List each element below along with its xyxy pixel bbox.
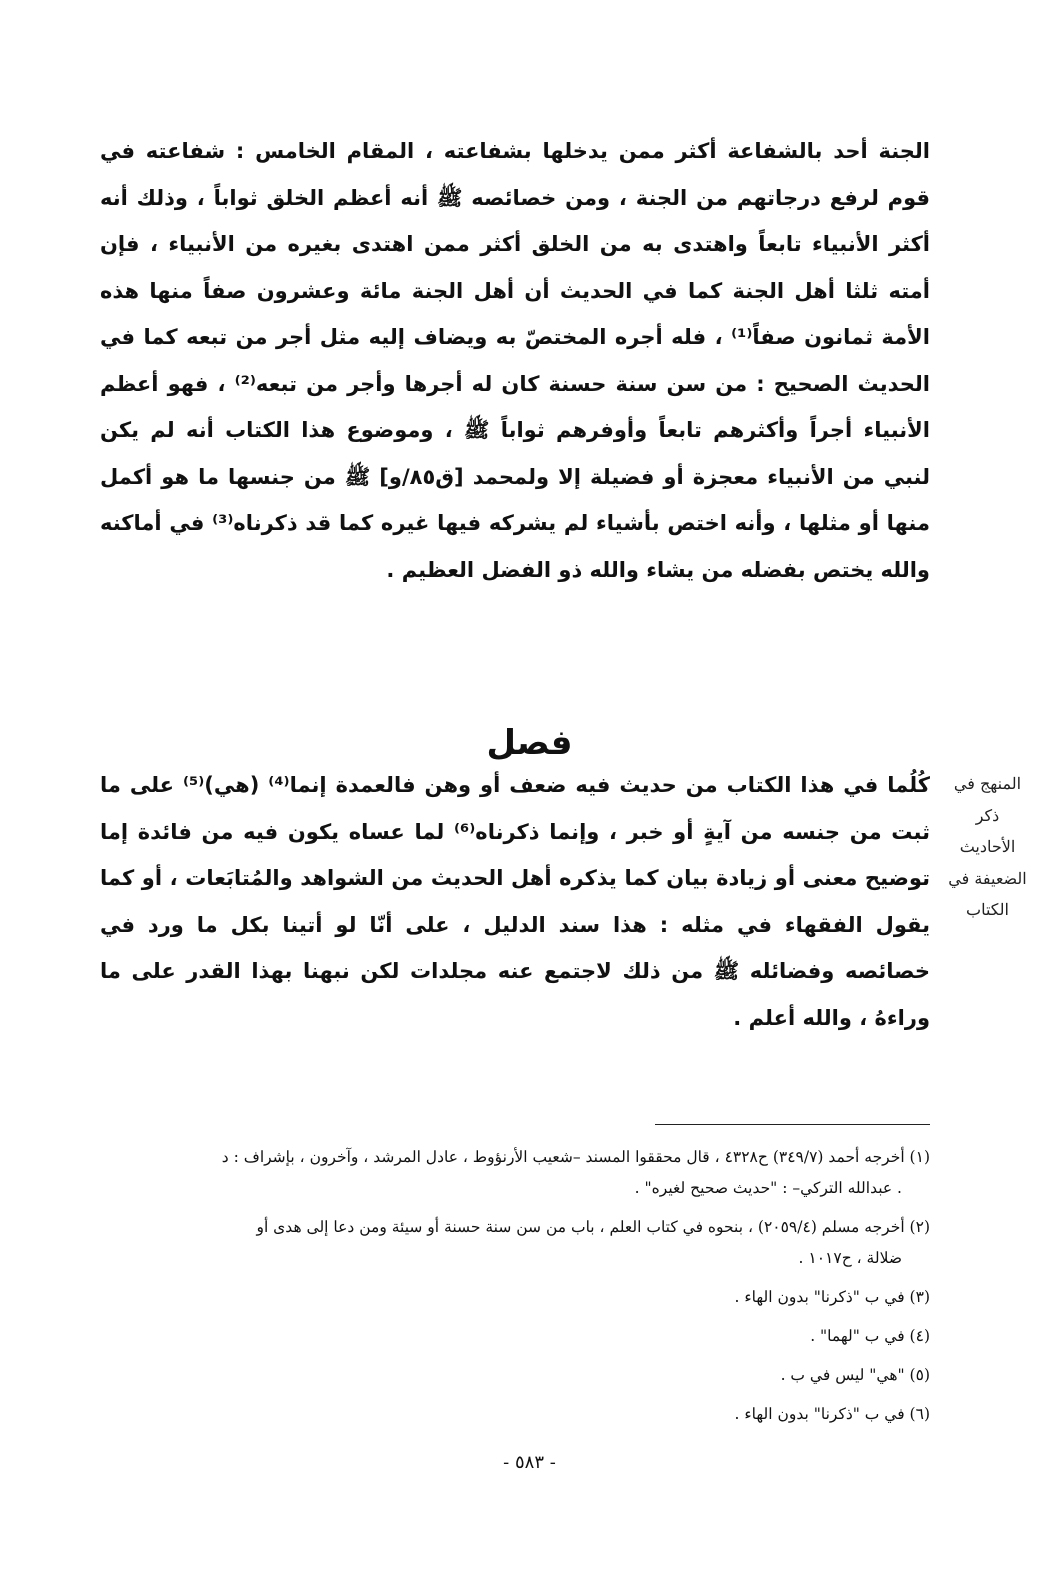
footnote-1-line-2: . عبدالله التركي– : "حديث صحيح لغيره" . — [634, 1179, 902, 1197]
footnote-3: (٣) في ب "ذكرنا" بدون الهاء . — [734, 1288, 930, 1306]
section-heading: فصل — [486, 723, 573, 763]
footnote-1 — [100, 1142, 930, 1204]
footnote-5: (٥) "هي" ليس في ب . — [780, 1366, 930, 1384]
footnote-2 — [100, 1212, 930, 1274]
footnote-6: (٦) في ب "ذكرنا" بدون الهاء . — [734, 1405, 930, 1423]
margin-note-line: الكتاب — [966, 900, 1009, 919]
footnote-divider — [655, 1124, 930, 1125]
section-paragraph: كُلُما في هذا الكتاب من حديث فيه ضعف أو وهن فالعمدة إنما⁽⁴⁾ (هي)⁽⁵⁾ على ما ثبت من جنسه من آيةٍ أو خبر ، وإنما ذكرناه⁽⁶⁾ لما عساه يكون فيه من فائدة إما توضيح معنى أو زيادة بيان كما يذكره أهل الحديث من الشواهد والمُتابَعات ، أو كما يقول الفقهاء في مثله : هذا سند الدليل ، على أنّا لو أتينا بكل ما ورد في خصائصه وفضائله ﷺ من ذلك لاجتمع عنه مجلدات لكن نبهنا بهذا القدر على ما وراءهُ ، والله أعلم . — [100, 773, 930, 1030]
footnote-2-line-2: ضلالة ، ح١٠١٧ . — [798, 1249, 902, 1267]
margin-note-line: الضعيفة في — [948, 868, 1027, 888]
margin-note — [930, 768, 1045, 926]
main-paragraph: الجنة أحد بالشفاعة أكثر ممن يدخلها بشفاعته ، المقام الخامس : شفاعته في قوم لرفع درجاتهم من الجنة ، ومن خصائصه ﷺ أنه أعظم الخلق ثواباً ، وذلك أنه أكثر الأنبياء تابعاً واهتدى به من الخلق أكثر ممن اهتدى بغيره من الأنبياء ، فإن أمته ثلثا أهل الجنة كما في الحديث أن أهل الجنة مائة وعشرون صفاً منها هذه الأمة ثمانون صفاً⁽¹⁾ ، فله أجره المختصّ به ويضاف إليه مثل أجر من تبعه كما في الحديث الصحيح : من سن سنة حسنة كان له أجرها وأجر من تبعه⁽²⁾ ، فهو أعظم الأنبياء أجراً وأكثرهم تابعاً وأوفرهم ثواباً ﷺ ، وموضوع هذا الكتاب أنه لم يكن لنبي من الأنبياء معجزة أو فضيلة إلا ولمحمد [ق٨٥/و] ﷺ من جنسها ما هو أكمل منها أو مثلها ، وأنه اختص بأشياء لم يشركه فيها غيره كما قد ذكرناه⁽³⁾ في أماكنه والله يختص بفضله من يشاء والله ذو الفضل العظيم . — [100, 139, 930, 582]
footnote-4: (٤) في ب "لهما" . — [810, 1327, 930, 1345]
footnotes — [100, 1142, 930, 1438]
margin-note-line: الأحاديث — [959, 837, 1016, 856]
footnote-2-line-1: (٢) أخرجه مسلم (٢٠٥٩/٤) ، بنحوه في كتاب العلم ، باب من سن سنة حسنة أو سيئة ومن دعا إلى هدى أو — [256, 1218, 930, 1236]
page-number: - ٥٨٣ - — [503, 1452, 556, 1473]
margin-note-line: ذكر — [975, 805, 1000, 825]
footnote-1-line-1: (١) أخرجه أحمد (٣٤٩/٧) ح٤٣٢٨ ، قال محققوا المسند –شعيب الأرنؤوط ، عادل المرشد ، وآخرون ، بإشراف : د — [221, 1148, 930, 1166]
margin-note-line: المنهج في — [953, 774, 1022, 793]
